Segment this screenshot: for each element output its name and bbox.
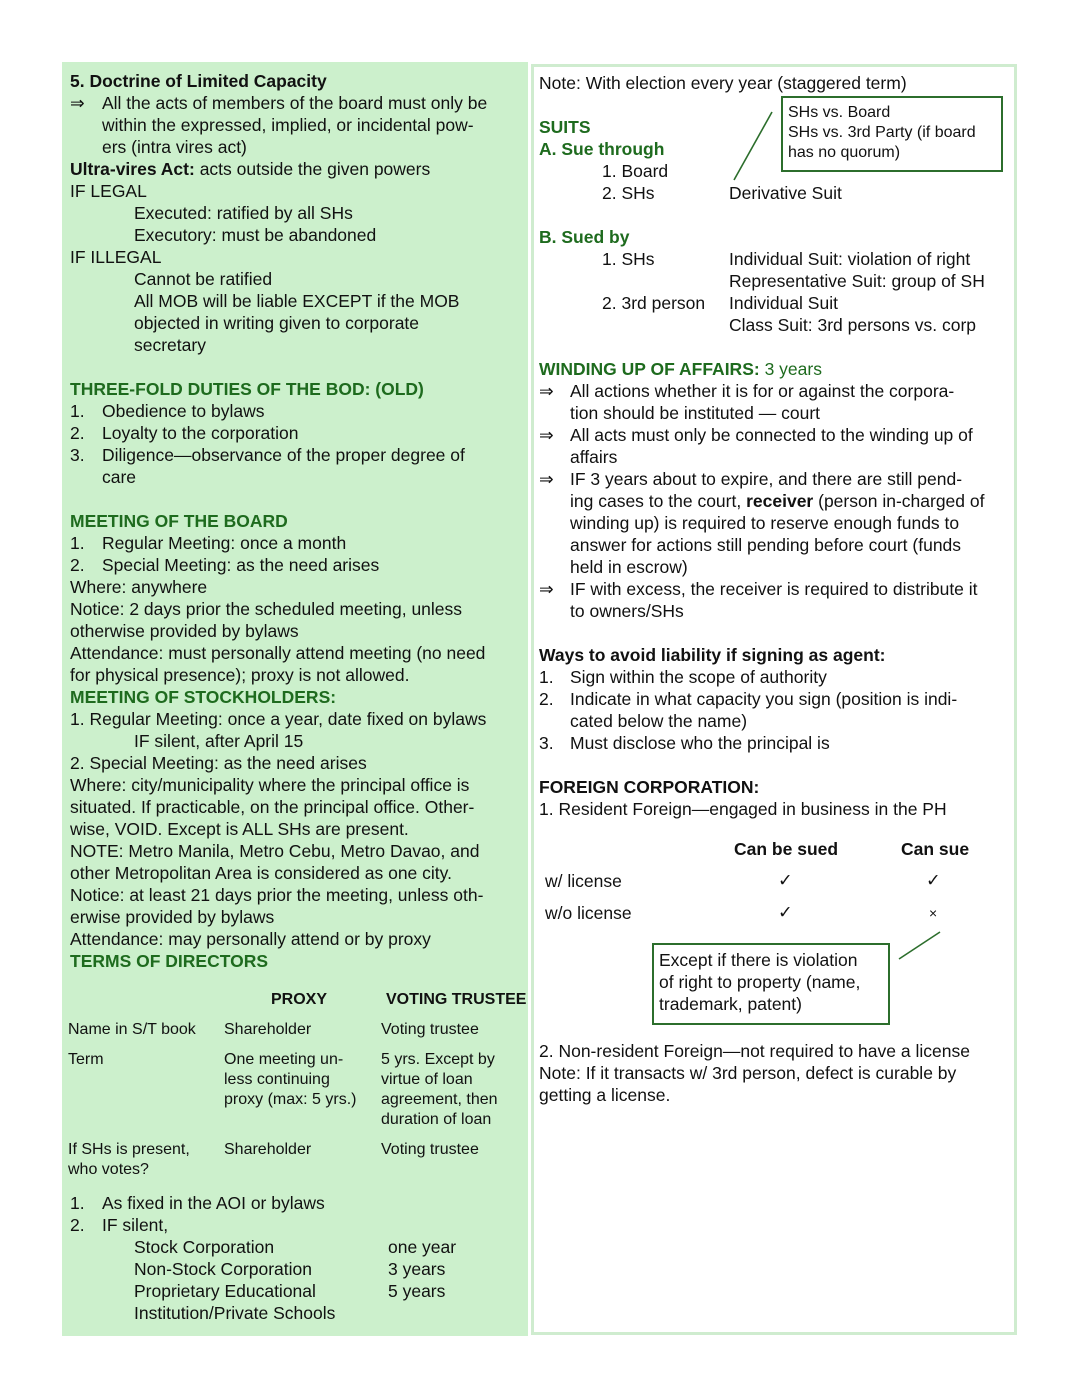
list-item: Regular Meeting: once a month <box>102 533 347 553</box>
list-item: Special Meeting: as the need arises <box>102 555 380 575</box>
winding-text: All actions whether it is for or against the corpora- <box>570 381 955 401</box>
mob-text: All MOB will be liable EXCEPT if the MOB <box>134 291 460 311</box>
list-item: cated below the name) <box>570 711 748 731</box>
term-label: Proprietary Educational <box>134 1281 316 1301</box>
winding-text: to owners/SHs <box>570 601 684 621</box>
winding-text-part: (person in-charged of <box>818 491 985 511</box>
check-icon: ✓ <box>778 902 793 922</box>
winding-text-part: ing cases to the court, <box>570 491 742 511</box>
table-cell: Voting trustee <box>381 1141 479 1158</box>
term-value: 5 years <box>388 1281 446 1301</box>
special-meeting-text: 2. Special Meeting: as the need arises <box>70 753 367 773</box>
list-item: Obedience to bylaws <box>102 401 265 421</box>
winding-text: affairs <box>570 447 618 467</box>
list-number: 2. <box>539 689 554 709</box>
table-cell: Voting trustee <box>381 1021 479 1038</box>
list-item: Sign within the scope of authority <box>570 667 827 687</box>
doctrine-title: 5. Doctrine of Limited Capacity <box>70 71 327 91</box>
attendance-text: for physical presence); proxy is not allowed. <box>70 665 410 685</box>
list-item: Indicate in what capacity you sign (position is indi- <box>570 689 958 709</box>
list-number: 2. <box>70 1215 85 1235</box>
arrow-icon: ⇒ <box>539 469 554 489</box>
list-item: Loyalty to the corporation <box>102 423 299 443</box>
column-header-can-be-sued: Can be sued <box>734 839 839 859</box>
attendance-text: Attendance: may personally attend or by proxy <box>70 929 431 949</box>
where-text: Where: anywhere <box>70 577 208 597</box>
callout-connector-line <box>730 110 775 182</box>
callout-line: SHs vs. Board <box>788 104 891 121</box>
sue-through-heading: A. Sue through <box>539 139 665 159</box>
column-header-proxy: PROXY <box>271 991 328 1008</box>
list-item: care <box>102 467 137 487</box>
table-cell: 5 yrs. Except by <box>381 1051 495 1068</box>
nonresident-note: getting a license. <box>539 1085 671 1105</box>
list-item: 2. 3rd person <box>602 293 706 313</box>
suit-type-text: Individual Suit: violation of right <box>729 249 971 269</box>
board-meeting-title: MEETING OF THE BOARD <box>70 511 288 531</box>
table-cell: Shareholder <box>224 1141 312 1158</box>
doctrine-bullet-line: within the expressed, implied, or incidental pow- <box>102 115 474 135</box>
table-cell: agreement, then <box>381 1091 498 1108</box>
table-cell: duration of loan <box>381 1111 492 1128</box>
stockholders-title: MEETING OF STOCKHOLDERS: <box>70 687 337 707</box>
mob-text: objected in writing given to corporate <box>134 313 420 333</box>
nonresident-note: Note: If it transacts w/ 3rd person, defect is curable by <box>539 1063 957 1083</box>
list-number: 1. <box>70 401 85 421</box>
column-header-voting-trustee: VOTING TRUSTEE <box>386 991 527 1008</box>
suit-type-text: Representative Suit: group of SH <box>729 271 985 291</box>
callout-line: Except if there is violation <box>659 950 858 970</box>
list-number: 1. <box>70 1193 85 1213</box>
winding-up-years: 3 years <box>764 359 822 379</box>
resident-foreign-text: 1. Resident Foreign—engaged in business in the PH <box>539 799 947 819</box>
winding-up-title: WINDING UP OF AFFAIRS: <box>539 359 760 379</box>
cross-icon: × <box>929 905 938 921</box>
list-item: 2. SHs <box>602 183 655 203</box>
sued-by-heading: B. Sued by <box>539 227 630 247</box>
arrow-icon: ⇒ <box>539 579 554 599</box>
winding-text: answer for actions still pending before court (funds <box>570 535 962 555</box>
ultra-vires-line <box>70 158 430 180</box>
table-cell: proxy (max: 5 yrs.) <box>224 1091 357 1108</box>
list-item: Diligence—observance of the proper degree of <box>102 445 465 465</box>
suit-type-text: Class Suit: 3rd persons vs. corp <box>729 315 977 335</box>
arrow-icon: ⇒ <box>539 381 554 401</box>
notice-text: otherwise provided by bylaws <box>70 621 299 641</box>
executory-text: Executory: must be abandoned <box>134 225 377 245</box>
receiver-term: receiver <box>746 491 814 511</box>
list-number: 1. <box>539 667 554 687</box>
term-label: Stock Corporation <box>134 1237 275 1257</box>
winding-text: IF 3 years about to expire, and there are still pend- <box>570 469 963 489</box>
derivative-suit-text: Derivative Suit <box>729 183 842 203</box>
row-label: Name in S/T book <box>68 1021 196 1038</box>
notice-text: erwise provided by bylaws <box>70 907 275 927</box>
if-legal-label: IF LEGAL <box>70 181 147 201</box>
if-illegal-label: IF ILLEGAL <box>70 247 162 267</box>
winding-text: All acts must only be connected to the winding up of <box>570 425 973 445</box>
table-cell: One meeting un- <box>224 1051 344 1068</box>
suit-type-text: Individual Suit <box>729 293 838 313</box>
winding-text: IF with excess, the receiver is required to distribute it <box>570 579 978 599</box>
check-icon: ✓ <box>778 870 793 890</box>
callout-line: has no quorum) <box>788 144 901 161</box>
notice-text: Notice: 2 days prior the scheduled meeting, unless <box>70 599 463 619</box>
table-cell: virtue of loan <box>381 1071 473 1088</box>
winding-text: winding up) is required to reserve enough funds to <box>570 513 960 533</box>
list-item: 1. SHs <box>602 249 655 269</box>
ultra-vires-label: Ultra-vires Act: <box>70 159 195 179</box>
list-item: 1. Board <box>602 161 669 181</box>
arrow-icon: ⇒ <box>539 425 554 445</box>
row-label: who votes? <box>68 1161 149 1178</box>
row-label: Term <box>68 1051 104 1068</box>
terms-title: TERMS OF DIRECTORS <box>70 951 269 971</box>
term-value: one year <box>388 1237 457 1257</box>
duties-title: THREE-FOLD DUTIES OF THE BOD: (OLD) <box>70 379 424 399</box>
note-text: other Metropolitan Area is considered as one city. <box>70 863 452 883</box>
note-text: NOTE: Metro Manila, Metro Cebu, Metro Davao, and <box>70 841 480 861</box>
list-number: 3. <box>70 445 85 465</box>
staggered-note: Note: With election every year (staggered term) <box>539 73 907 93</box>
mob-text: secretary <box>134 335 206 355</box>
column-header-can-sue: Can sue <box>901 839 970 859</box>
winding-up-heading <box>539 358 822 380</box>
exception-connector-line <box>896 930 942 962</box>
callout-line: SHs vs. 3rd Party (if board <box>788 124 976 141</box>
row-label: If SHs is present, <box>68 1141 190 1158</box>
nonresident-text: 2. Non-resident Foreign—not required to have a license <box>539 1041 970 1061</box>
row-label: w/o license <box>545 903 632 923</box>
list-item: As fixed in the AOI or bylaws <box>102 1193 325 1213</box>
winding-text-receiver <box>570 490 984 512</box>
suits-callout-box <box>781 96 1003 172</box>
list-number: 2. <box>70 423 85 443</box>
arrow-icon: ⇒ <box>70 93 85 113</box>
list-number: 2. <box>70 555 85 575</box>
callout-line: of right to property (name, <box>659 972 861 992</box>
executed-text: Executed: ratified by all SHs <box>134 203 353 223</box>
attendance-text: Attendance: must personally attend meeting (no need <box>70 643 486 663</box>
winding-text: held in escrow) <box>570 557 688 577</box>
where-text: Where: city/municipality where the principal office is <box>70 775 470 795</box>
callout-line: trademark, patent) <box>659 994 802 1014</box>
winding-text: tion should be instituted — court <box>570 403 821 423</box>
term-label: Non-Stock Corporation <box>134 1259 312 1279</box>
where-text: situated. If practicable, on the principal office. Other- <box>70 797 475 817</box>
list-item: Must disclose who the principal is <box>570 733 830 753</box>
cannot-ratify-text: Cannot be ratified <box>134 269 273 289</box>
table-cell: Shareholder <box>224 1021 312 1038</box>
term-label: Institution/Private Schools <box>134 1303 336 1323</box>
list-number: 3. <box>539 733 554 753</box>
where-text: wise, VOID. Except is ALL SHs are present. <box>70 819 409 839</box>
list-number: 1. <box>70 533 85 553</box>
if-silent-text: IF silent, after April 15 <box>134 731 304 751</box>
table-cell: less continuing <box>224 1071 330 1088</box>
check-icon: ✓ <box>926 870 941 890</box>
notice-text: Notice: at least 21 days prior the meeting, unless oth- <box>70 885 484 905</box>
list-item: IF silent, <box>102 1215 169 1235</box>
suits-title: SUITS <box>539 117 591 137</box>
agent-title: Ways to avoid liability if signing as agent: <box>539 645 886 665</box>
doctrine-bullet-line: ers (intra vires act) <box>102 137 247 157</box>
term-value: 3 years <box>388 1259 446 1279</box>
foreign-title: FOREIGN CORPORATION: <box>539 777 760 797</box>
exception-callout-box <box>652 943 890 1025</box>
ultra-vires-text: acts outside the given powers <box>199 159 431 179</box>
row-label: w/ license <box>545 871 622 891</box>
regular-meeting-text: 1. Regular Meeting: once a year, date fixed on bylaws <box>70 709 487 729</box>
doctrine-bullet-line: All the acts of members of the board must only be <box>102 93 488 113</box>
